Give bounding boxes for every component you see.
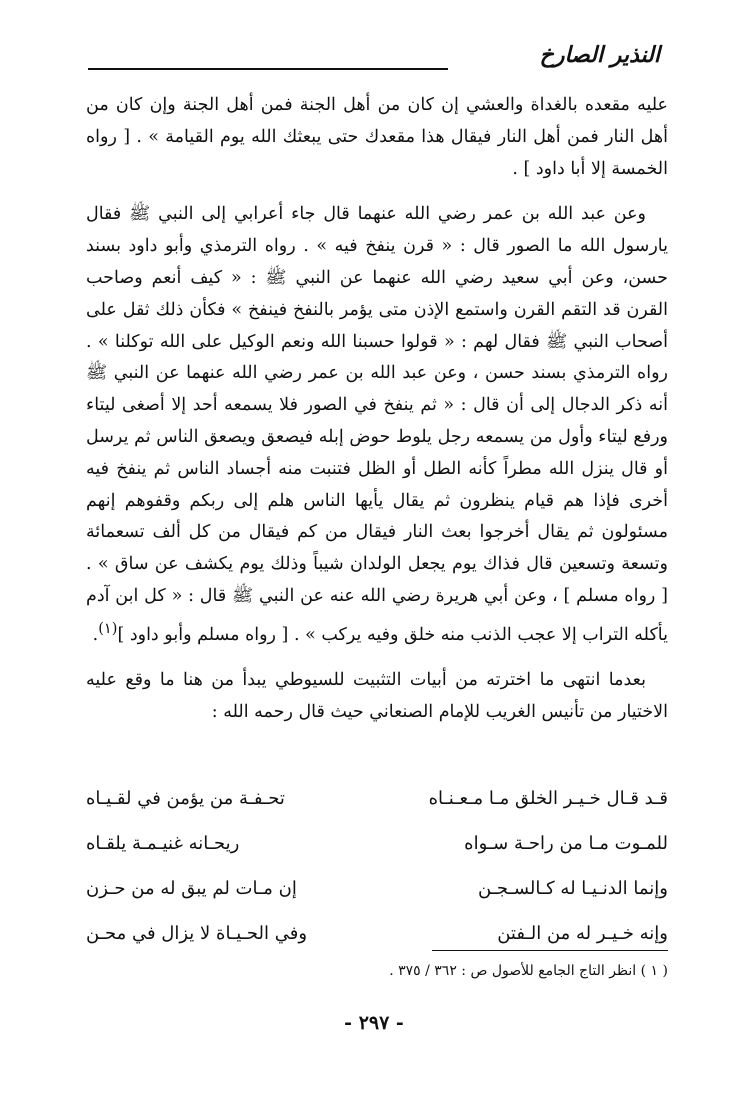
header-title: النذير الصارخ: [539, 42, 660, 68]
paragraph-2: وعن عبد الله بن عمر رضي الله عنهما قال جاء أعرابي إلى النبي ﷺ فقال يارسول الله ما الصور قال : « قرن ينفخ فيه » . رواه الترمذي وأبو داود بسند حسن، وعن أبي سعيد رضي الله عنهما عن النبي ﷺ : « كيف أنعم وصاحب القرن قد التقم القرن واستمع الإذن متى يؤمر بالنفخ فينفخ » فكأن ذلك ثقل على أصحاب النبي ﷺ فقال لهم : « قولوا حسبنا الله ونعم الوكيل على الله توكلنا » . رواه الترمذي بسند حسن ، وعن عبد الله بن عمر رضي الله عنهما عن النبي ﷺ أنه ذكر الدجال إلى أن قال : « ثم ينفخ في الصور فلا يسمعه أحد إلا أصغى ليتاء ورفع ليتاء وأول من يسمعه رجل يلوط حوض إبله فيصعق ويصعق الناس ثم يرسل أو قال ينزل الله مطراً كأنه الطل أو الظل فتنبت منه أجساد الناس ثم ينفخ فيه أخرى فإذا هم قيام ينظرون ثم يقال يأيها الناس هلم إلى ربكم وقفوهم إنهم مسئولون ثم يقال أخرجوا بعث النار فيقال من كم فيقال من كل ألف تسعمائة وتسعة وتسعين قال فذاك يوم يجعل الولدان شيباً وذلك يوم يكشف عن ساق » . [ رواه مسلم ] ، وعن أبي هريرة رضي الله عنه عن النبي ﷺ قال : « كل ابن آدم يأكله التراب إلا عجب الذنب منه خلق وفيه يركب » . [ رواه مسلم وأبو داود ]$^{(١)}$.: [86, 204, 668, 645]
verse-second-hemistich: ريحـانه غنيـمـة يلقـاه: [86, 833, 240, 854]
verse-first-hemistich: وإنه خـيـر له من الـفتن: [497, 923, 668, 944]
header-rule: [88, 68, 448, 70]
poem-verse: [86, 866, 668, 911]
verse-first-hemistich: قـد قـال خـيـر الخلق مـا مـعـنـاه: [428, 788, 668, 809]
poem: [86, 776, 668, 956]
body-text: [86, 90, 668, 729]
poem-verse: [86, 821, 668, 866]
verse-first-hemistich: وإنما الدنـيـا له كـالسـجـن: [477, 878, 668, 899]
verse-second-hemistich: تحـفـة من يؤمن في لقـيـاه: [86, 788, 285, 809]
verse-second-hemistich: وفي الحـيـاة لا يزال في محـن: [86, 923, 308, 944]
running-header: [88, 40, 666, 80]
paragraph-2-text: وعن عبد الله بن عمر رضي الله عنهما قال جاء أعرابي إلى النبي ﷺ فقال يارسول الله ما الصور قال : « قرن ينفخ فيه » . رواه الترمذي وأبو داود بسند حسن، وعن أبي سعيد رضي الله عنهما عن النبي ﷺ : « كيف أنعم وصاحب القرن قد التقم القرن واستمع الإذن متى يؤمر بالنفخ فينفخ » فكأن ذلك ثقل على أصحاب النبي ﷺ فقال لهم : « قولوا حسبنا الله ونعم الوكيل على الله توكلنا » . رواه الترمذي بسند حسن ، وعن عبد الله بن عمر رضي الله عنهما عن النبي ﷺ أنه ذكر الدجال إلى أن قال : « ثم ينفخ في الصور فلا يسمعه أحد إلا أصغى ليتاء ورفع ليتاء وأول من يسمعه رجل يلوط حوض إبله فيصعق ويصعق الناس ثم يرسل أو قال ينزل الله مطراً كأنه الطل أو الظل فتنبت منه أجساد الناس ثم ينفخ فيه أخرى فإذا هم قيام ينظرون ثم يقال يأيها الناس هلم إلى ربكم وقفوهم إنهم مسئولون ثم يقال أخرجوا بعث النار فيقال من كم فيقال من كل ألف تسعمائة وتسعة وتسعين قال فذاك يوم يجعل الولدان شيباً وذلك يوم يكشف عن ساق » . [ رواه مسلم ] ، وعن أبي هريرة رضي الله عنه عن النبي ﷺ قال : « كل ابن آدم يأكله التراب إلا عجب الذنب منه خلق وفيه يركب » . [ رواه مسلم وأبو داود ]: [86, 204, 668, 645]
footnote-rule: [432, 950, 668, 951]
verse-second-hemistich: إن مـات لم يبق له من حـزن: [86, 878, 297, 899]
footnote-marker: (١): [98, 619, 118, 637]
page-number: - ٢٩٧ -: [344, 1012, 404, 1034]
verse-first-hemistich: للمـوت مـا من راحـة سـواه: [464, 833, 668, 854]
paragraph-1: عليه مقعده بالغداة والعشي إن كان من أهل الجنة فمن أهل الجنة وإن كان من أهل النار فمن أهل النار فيقال هذا مقعدك حتى يبعثك الله يوم القيامة » . [ رواه الخمسة إلا أبا داود ] .: [86, 95, 668, 179]
poem-verse: [86, 776, 668, 821]
paragraph-3: بعدما انتهى ما اخترته من أبيات التثبيت للسيوطي يبدأ من هنا ما وقع عليه الاختيار من تأنيس الغريب للإمام الصنعاني حيث قال رحمه الله :: [86, 670, 668, 723]
footnote: ( ١ ) انظر التاج الجامع للأصول ص : ٣٦٢ / ٣٧٥ .: [389, 963, 668, 979]
